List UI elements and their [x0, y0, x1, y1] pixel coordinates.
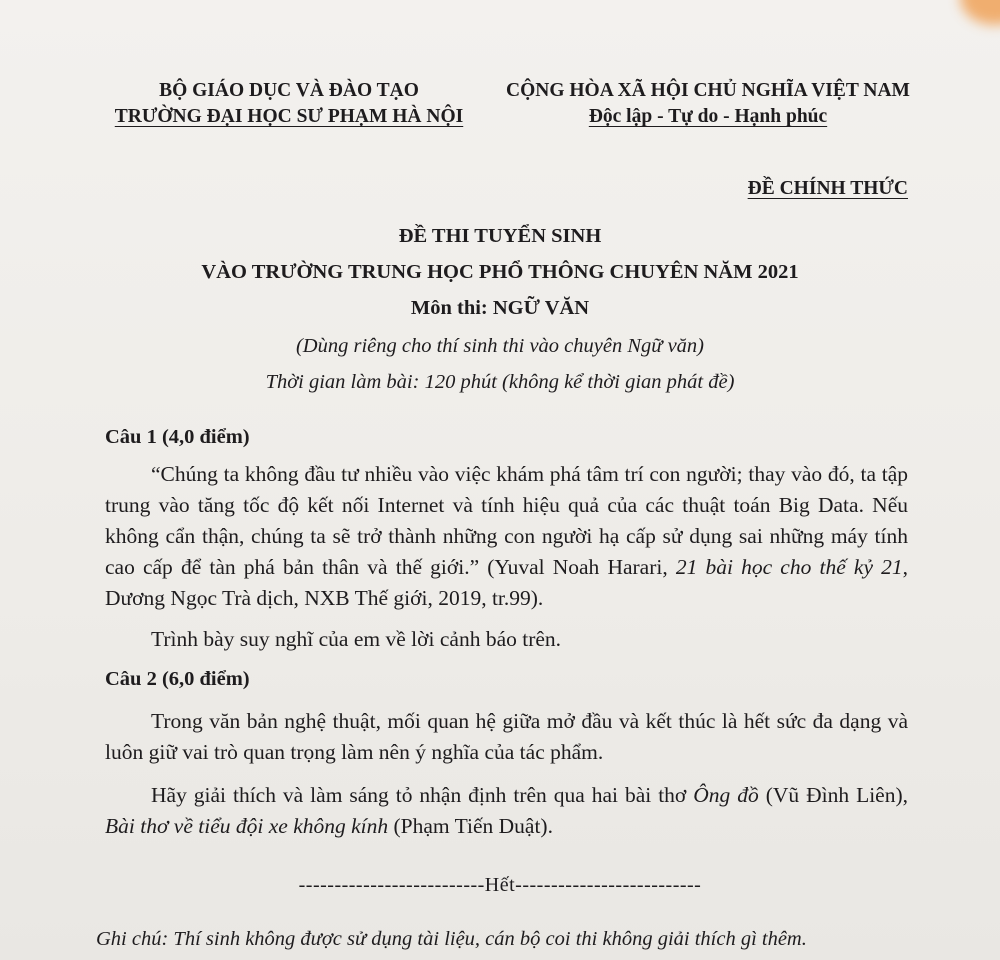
question-1-heading: Câu 1 (4,0 điểm) — [105, 426, 250, 448]
exam-subtitle: VÀO TRƯỜNG TRUNG HỌC PHỔ THÔNG CHUYÊN NĂM 2021 — [201, 261, 799, 283]
national-header — [488, 78, 928, 130]
exam-subject: Môn thi: NGỮ VĂN — [410, 297, 590, 319]
quote-citation: , Dương Ngọc Trà dịch, NXB Thế giới, 2019, tr.99). — [105, 555, 908, 610]
exam-title: ĐỀ THI TUYỂN SINH — [398, 225, 602, 247]
national-motto: Độc lập - Tự do - Hạnh phúc — [588, 106, 828, 127]
poem-author-2: (Phạm Tiến Duật). — [388, 814, 553, 838]
poem-author-1: (Vũ Đình Liên), — [758, 783, 909, 807]
corner-color-artifact — [960, 0, 1000, 25]
question-2-heading: Câu 2 (6,0 điểm) — [105, 668, 250, 690]
issuer-header — [98, 78, 480, 130]
question-2-task-text: Hãy giải thích và làm sáng tỏ nhận định trên qua hai bài thơ — [151, 783, 694, 807]
ministry-name: BỘ GIÁO DỤC VÀ ĐÀO TẠO — [159, 80, 419, 101]
question-1-quote — [105, 459, 908, 614]
exam-scope: (Dùng riêng cho thí sinh thi vào chuyên Ngữ văn) — [295, 335, 704, 357]
question-2-task — [105, 780, 908, 842]
question-2-statement-text: Trong văn bản nghệ thuật, mối quan hệ giữa mở đầu và kết thúc là hết sức đa dạng và luôn giữ vai trò quan trọng làm nên ý nghĩa của tác phẩm. — [105, 709, 908, 764]
country-name: CỘNG HÒA XÃ HỘI CHỦ NGHĨA VIỆT NAM — [506, 80, 910, 101]
poem-title-2: Bài thơ về tiểu đội xe không kính — [105, 814, 389, 838]
quote-text: “Chúng ta không đầu tư nhiều vào việc khám phá tâm trí con người; thay vào đó, ta tập trung vào tăng tốc độ kết nối Internet và tính hiệu quả của các thuật toán Big Data. Nếu không cẩn thận, chúng ta sẽ trở thành những con người hạ cấp sử dụng sai những máy tính cao cấp để tàn phá bản thân và thế giới.” (Yuval Noah Harari, — [105, 462, 908, 579]
question-1-task-text: Trình bày suy nghĩ của em về lời cảnh báo trên. — [151, 627, 562, 651]
footnote: Ghi chú: Thí sinh không được sử dụng tài liệu, cán bộ coi thi không giải thích gì thêm. — [96, 928, 807, 950]
poem-title-1: Ông đồ — [693, 783, 759, 807]
question-1-task — [105, 624, 908, 655]
exam-duration: Thời gian làm bài: 120 phút (không kể thời gian phát đề) — [265, 371, 735, 393]
official-label: ĐỀ CHÍNH THỨC — [747, 178, 908, 199]
quote-book-title: 21 bài học cho thế kỷ 21 — [675, 555, 903, 579]
end-marker: --------------------------Hết-------------------------- — [298, 874, 702, 896]
university-name: TRƯỜNG ĐẠI HỌC SƯ PHẠM HÀ NỘI — [114, 106, 464, 127]
question-2-statement — [105, 706, 908, 768]
